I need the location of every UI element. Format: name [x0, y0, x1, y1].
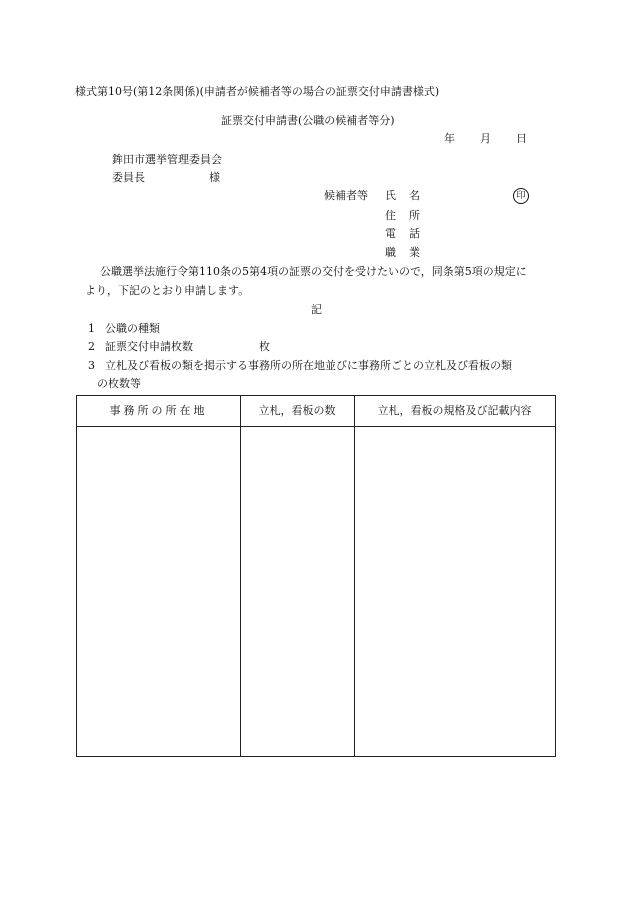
- addressee-chair: 委員長: [112, 171, 145, 184]
- location-input-cell[interactable]: [77, 427, 240, 756]
- occupation-label: 職 業: [385, 246, 420, 259]
- date-day-label: 日: [516, 132, 527, 145]
- column-header-spec: 立札，看板の規格及び記載内容: [377, 404, 532, 417]
- addressee-committee: 鉾田市選挙管理委員会: [112, 153, 222, 166]
- item-certificate-count: 2 証票交付申請枚数: [88, 340, 193, 353]
- item-signboard-info-cont: の枚数等: [97, 377, 141, 390]
- ki-heading: 記: [311, 303, 322, 316]
- column-header-location: 事務所の所在地: [109, 404, 208, 417]
- count-input-cell[interactable]: [241, 427, 354, 756]
- date-year-label: 年: [444, 132, 455, 145]
- phone-label: 電 話: [385, 227, 420, 240]
- body-text-line1: 公職選挙法施行令第110条の5第4項の証票の交付を受けたいので，同条第5項の規定に: [100, 265, 527, 278]
- form-header: 様式第10号(第12条関係)(申請者が候補者等の場合の証票交付申請書様式): [75, 85, 440, 98]
- date-line: [444, 133, 527, 144]
- body-text-line2: より，下記のとおり申請します。: [85, 284, 250, 297]
- signboard-table: [76, 395, 556, 757]
- applicant-role-label: 候補者等: [324, 189, 368, 202]
- date-month-label: 月: [480, 132, 491, 145]
- addressee-honorific: 様: [209, 171, 220, 184]
- count-unit: 枚: [259, 340, 270, 353]
- address-label: 住 所: [385, 209, 420, 222]
- seal-icon: 印: [513, 188, 529, 204]
- item-office-type: 1 公職の種類: [88, 322, 160, 335]
- spec-input-cell[interactable]: [355, 427, 555, 756]
- item-signboard-info: 3 立札及び看板の類を掲示する事務所の所在地並びに事務所ごとの立札及び看板の類: [88, 359, 512, 372]
- name-label: 氏 名: [385, 189, 420, 202]
- column-header-count: 立札，看板の数: [258, 404, 336, 417]
- document-title: 証票交付申請書(公職の候補者等分): [221, 114, 395, 127]
